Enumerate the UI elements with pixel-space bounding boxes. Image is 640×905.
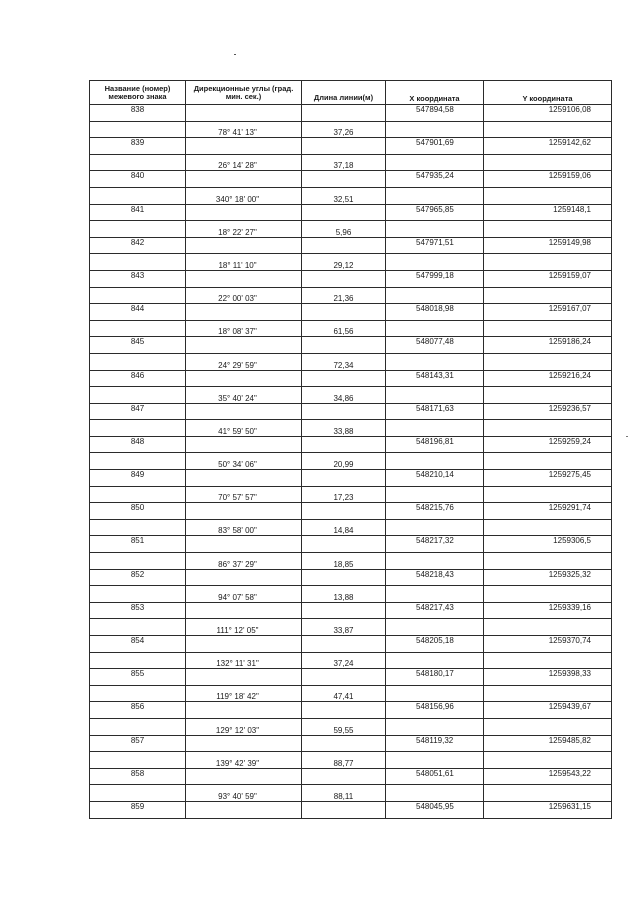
y-coordinate-cell (484, 254, 612, 271)
angle-cell (186, 304, 302, 321)
point-name-cell: 839 (90, 138, 186, 155)
x-coordinate-cell: 548119,32 (386, 735, 484, 752)
angle-cell (186, 204, 302, 221)
length-cell: 37,26 (302, 121, 386, 138)
length-cell: 37,24 (302, 652, 386, 669)
x-coordinate-cell (386, 353, 484, 370)
angle-cell-text: 83° 58' 00" (218, 526, 257, 536)
length-cell: 18,85 (302, 553, 386, 570)
x-coordinate-cell (386, 652, 484, 669)
angle-cell-text: 26° 14' 28" (218, 161, 257, 171)
table-row (90, 553, 612, 570)
length-cell (302, 270, 386, 287)
x-coordinate-cell: 548217,32 (386, 536, 484, 553)
point-name-cell: 852 (90, 569, 186, 586)
point-name-cell: 849 (90, 470, 186, 487)
point-name-cell: 847 (90, 403, 186, 420)
point-name-cell: 844 (90, 304, 186, 321)
point-name-cell (90, 221, 186, 238)
length-cell (302, 669, 386, 686)
y-coordinate-cell: 1259370,74 (484, 636, 612, 653)
point-name-cell (90, 519, 186, 536)
y-coordinate-cell: 1259167,07 (484, 304, 612, 321)
x-coordinate-cell (386, 320, 484, 337)
length-cell: 20,99 (302, 453, 386, 470)
y-coordinate-cell: 1259236,57 (484, 403, 612, 420)
y-coordinate-cell: 1259325,32 (484, 569, 612, 586)
x-coordinate-cell: 547971,51 (386, 237, 484, 254)
point-name-cell: 854 (90, 636, 186, 653)
length-cell: 37,18 (302, 154, 386, 171)
length-cell (302, 304, 386, 321)
point-name-cell (90, 320, 186, 337)
table-row (90, 503, 612, 520)
length-cell: 32,51 (302, 187, 386, 204)
y-coordinate-cell: 1259148,1 (484, 204, 612, 221)
angle-cell-text: 93° 40' 59" (218, 791, 257, 801)
angle-cell-text: 94° 07' 58" (218, 592, 257, 602)
x-coordinate-cell (386, 553, 484, 570)
angle-cell (186, 221, 302, 238)
angle-cell (186, 685, 302, 702)
y-coordinate-cell: 1259439,67 (484, 702, 612, 719)
length-cell (302, 337, 386, 354)
point-name-cell: 856 (90, 702, 186, 719)
length-cell (302, 204, 386, 221)
angle-cell-text: 111° 12' 05" (216, 626, 259, 635)
table-header-row (90, 81, 612, 105)
table-row (90, 171, 612, 188)
angle-cell (186, 785, 302, 802)
angle-cell-text: 129° 12' 03" (215, 725, 260, 735)
y-coordinate-cell (484, 353, 612, 370)
angle-cell (186, 237, 302, 254)
angle-cell-text: 70° 57' 57" (218, 493, 257, 503)
table-row (90, 105, 612, 122)
table-row (90, 353, 612, 370)
angle-cell-text: 18° 08' 37" (218, 327, 257, 337)
angle-cell (186, 652, 302, 669)
angle-cell (186, 138, 302, 155)
y-coordinate-cell (484, 553, 612, 570)
table-row (90, 121, 612, 138)
angle-cell-text: 24° 29' 59" (218, 360, 257, 370)
point-name-cell (90, 553, 186, 570)
angle-cell (186, 453, 302, 470)
boundary-coordinates-table (89, 80, 612, 819)
length-cell (302, 138, 386, 155)
angle-cell (186, 619, 302, 636)
x-coordinate-cell: 547965,85 (386, 204, 484, 221)
point-name-cell: 851 (90, 536, 186, 553)
y-coordinate-cell (484, 221, 612, 238)
x-coordinate-cell: 548077,48 (386, 337, 484, 354)
x-coordinate-cell (386, 254, 484, 271)
point-name-cell: 858 (90, 768, 186, 785)
length-cell: 13,88 (302, 586, 386, 603)
table-row (90, 254, 612, 271)
table-row (90, 237, 612, 254)
y-coordinate-cell (484, 320, 612, 337)
x-coordinate-cell (386, 785, 484, 802)
table-row (90, 536, 612, 553)
angle-cell (186, 353, 302, 370)
x-coordinate-cell: 547901,69 (386, 138, 484, 155)
table-row (90, 154, 612, 171)
length-cell: 17,23 (302, 486, 386, 503)
table-row (90, 436, 612, 453)
angle-cell (186, 436, 302, 453)
y-coordinate-cell: 1259398,33 (484, 669, 612, 686)
table-row (90, 387, 612, 404)
y-coordinate-cell (484, 154, 612, 171)
x-coordinate-cell: 548143,31 (386, 370, 484, 387)
x-coordinate-cell (386, 287, 484, 304)
y-coordinate-cell (484, 187, 612, 204)
y-coordinate-cell: 1259142,62 (484, 138, 612, 155)
table-row (90, 470, 612, 487)
y-coordinate-cell: 1259306,5 (484, 536, 612, 553)
x-coordinate-cell (386, 154, 484, 171)
length-cell: 47,41 (302, 685, 386, 702)
length-cell (302, 569, 386, 586)
length-cell: 61,56 (302, 320, 386, 337)
table-row (90, 586, 612, 603)
x-coordinate-cell: 548171,63 (386, 403, 484, 420)
length-cell: 21,36 (302, 287, 386, 304)
angle-cell-text: 22° 00' 03" (218, 294, 257, 304)
angle-cell (186, 171, 302, 188)
length-cell (302, 370, 386, 387)
length-cell (302, 503, 386, 520)
x-coordinate-cell: 548051,61 (386, 768, 484, 785)
point-name-cell (90, 486, 186, 503)
x-coordinate-cell (386, 121, 484, 138)
angle-cell (186, 270, 302, 287)
x-coordinate-cell: 547935,24 (386, 171, 484, 188)
point-name-cell: 838 (90, 105, 186, 122)
y-coordinate-cell (484, 685, 612, 702)
table-row (90, 403, 612, 420)
table-row (90, 287, 612, 304)
angle-cell-text: 18° 11' 10" (218, 260, 257, 270)
point-name-cell (90, 420, 186, 437)
x-coordinate-cell: 548217,43 (386, 602, 484, 619)
y-coordinate-cell: 1259106,08 (484, 105, 612, 122)
length-cell (302, 768, 386, 785)
angle-cell (186, 370, 302, 387)
length-cell: 33,87 (302, 619, 386, 636)
x-coordinate-cell (386, 752, 484, 769)
y-coordinate-cell (484, 453, 612, 470)
x-coordinate-cell (386, 486, 484, 503)
x-coordinate-cell: 547894,58 (386, 105, 484, 122)
length-cell (302, 702, 386, 719)
angle-cell (186, 553, 302, 570)
y-coordinate-cell: 1259149,98 (484, 237, 612, 254)
point-name-cell: 855 (90, 669, 186, 686)
y-coordinate-cell: 1259159,06 (484, 171, 612, 188)
point-name-cell (90, 652, 186, 669)
x-coordinate-cell (386, 519, 484, 536)
table-row (90, 486, 612, 503)
table-row (90, 320, 612, 337)
length-cell (302, 436, 386, 453)
length-cell: 88,77 (302, 752, 386, 769)
angle-cell (186, 254, 302, 271)
x-coordinate-cell: 548215,76 (386, 503, 484, 520)
angle-cell (186, 586, 302, 603)
y-coordinate-cell: 1259216,24 (484, 370, 612, 387)
point-name-cell (90, 453, 186, 470)
length-cell (302, 735, 386, 752)
y-coordinate-cell (484, 420, 612, 437)
length-cell: 29,12 (302, 254, 386, 271)
angle-cell (186, 602, 302, 619)
x-coordinate-cell (386, 685, 484, 702)
angle-cell-text: 139° 42' 39" (215, 758, 260, 768)
angle-cell (186, 387, 302, 404)
y-coordinate-cell (484, 619, 612, 636)
table-row (90, 221, 612, 238)
angle-cell (186, 503, 302, 520)
angle-cell (186, 320, 302, 337)
angle-cell (186, 154, 302, 171)
length-cell: 5,96 (302, 221, 386, 238)
table-row (90, 370, 612, 387)
point-name-cell: 859 (90, 801, 186, 818)
table-row (90, 735, 612, 752)
table-row (90, 453, 612, 470)
table-row (90, 685, 612, 702)
x-coordinate-cell (386, 586, 484, 603)
x-coordinate-cell (386, 619, 484, 636)
x-coordinate-cell: 548018,98 (386, 304, 484, 321)
y-coordinate-cell (484, 718, 612, 735)
point-name-cell: 848 (90, 436, 186, 453)
table-row (90, 204, 612, 221)
table-row (90, 619, 612, 636)
point-name-cell (90, 586, 186, 603)
point-name-cell (90, 387, 186, 404)
angle-cell-text: 132° 11' 31" (216, 659, 259, 669)
length-cell (302, 602, 386, 619)
point-name-cell (90, 685, 186, 702)
angle-cell (186, 636, 302, 653)
x-coordinate-cell: 547999,18 (386, 270, 484, 287)
angle-cell-text: 41° 59' 50" (218, 426, 257, 436)
point-name-cell (90, 287, 186, 304)
x-coordinate-cell: 548180,17 (386, 669, 484, 686)
table-row (90, 702, 612, 719)
angle-cell (186, 486, 302, 503)
angle-cell (186, 187, 302, 204)
point-name-cell: 840 (90, 171, 186, 188)
y-coordinate-cell: 1259259,24 (484, 436, 612, 453)
angle-cell (186, 121, 302, 138)
x-coordinate-cell: 548196,81 (386, 436, 484, 453)
table-row (90, 569, 612, 586)
table-row (90, 752, 612, 769)
point-name-cell (90, 187, 186, 204)
header-length: Длина линии(м) (302, 81, 386, 105)
point-name-cell: 842 (90, 237, 186, 254)
length-cell (302, 105, 386, 122)
angle-cell-text: 50° 34' 06" (218, 460, 257, 470)
y-coordinate-cell (484, 121, 612, 138)
angle-cell-text: 340° 18' 00" (215, 194, 260, 204)
scan-speck (626, 436, 628, 437)
angle-cell (186, 768, 302, 785)
angle-cell (186, 569, 302, 586)
table-row (90, 785, 612, 802)
angle-cell (186, 669, 302, 686)
y-coordinate-cell (484, 586, 612, 603)
point-name-cell: 853 (90, 602, 186, 619)
header-angle: Дирекционные углы (град. мин. сек.) (186, 81, 302, 105)
y-coordinate-cell: 1259291,74 (484, 503, 612, 520)
y-coordinate-cell: 1259485,82 (484, 735, 612, 752)
angle-cell (186, 752, 302, 769)
length-cell: 14,84 (302, 519, 386, 536)
angle-cell-text: 78° 41' 13" (218, 128, 257, 138)
angle-cell (186, 801, 302, 818)
angle-cell-text: 86° 37' 29" (218, 559, 257, 569)
point-name-cell (90, 121, 186, 138)
point-name-cell (90, 619, 186, 636)
angle-cell-text: 18° 22' 27" (218, 227, 257, 237)
point-name-cell (90, 718, 186, 735)
length-cell: 72,34 (302, 353, 386, 370)
angle-cell (186, 287, 302, 304)
x-coordinate-cell (386, 187, 484, 204)
y-coordinate-cell: 1259631,15 (484, 801, 612, 818)
point-name-cell (90, 254, 186, 271)
table-row (90, 669, 612, 686)
angle-cell-text: 35° 40' 24" (218, 393, 257, 403)
angle-cell (186, 536, 302, 553)
header-x: X координата (386, 81, 484, 105)
table-row (90, 602, 612, 619)
angle-cell (186, 420, 302, 437)
table-row (90, 420, 612, 437)
angle-cell (186, 735, 302, 752)
y-coordinate-cell (484, 519, 612, 536)
x-coordinate-cell: 548205,18 (386, 636, 484, 653)
point-name-cell: 850 (90, 503, 186, 520)
header-y: Y координата (484, 81, 612, 105)
point-name-cell (90, 752, 186, 769)
table-row (90, 187, 612, 204)
y-coordinate-cell (484, 785, 612, 802)
point-name-cell (90, 353, 186, 370)
x-coordinate-cell: 548045,95 (386, 801, 484, 818)
table-row (90, 138, 612, 155)
length-cell: 33,88 (302, 420, 386, 437)
table-row (90, 636, 612, 653)
angle-cell (186, 519, 302, 536)
length-cell (302, 237, 386, 254)
angle-cell (186, 337, 302, 354)
x-coordinate-cell (386, 221, 484, 238)
point-name-cell: 841 (90, 204, 186, 221)
length-cell (302, 470, 386, 487)
point-name-cell: 845 (90, 337, 186, 354)
point-name-cell: 843 (90, 270, 186, 287)
y-coordinate-cell: 1259339,16 (484, 602, 612, 619)
angle-cell (186, 702, 302, 719)
length-cell: 34,86 (302, 387, 386, 404)
y-coordinate-cell: 1259159,07 (484, 270, 612, 287)
x-coordinate-cell: 548210,14 (386, 470, 484, 487)
length-cell (302, 636, 386, 653)
angle-cell (186, 718, 302, 735)
y-coordinate-cell (484, 752, 612, 769)
y-coordinate-cell (484, 486, 612, 503)
point-name-cell (90, 785, 186, 802)
angle-cell-text: 119° 18' 42" (216, 692, 259, 702)
point-name-cell: 846 (90, 370, 186, 387)
x-coordinate-cell: 548218,43 (386, 569, 484, 586)
length-cell (302, 171, 386, 188)
y-coordinate-cell (484, 652, 612, 669)
length-cell (302, 403, 386, 420)
scan-speck (234, 54, 236, 55)
x-coordinate-cell: 548156,96 (386, 702, 484, 719)
point-name-cell: 857 (90, 735, 186, 752)
header-name: Название (номер) межевого знака (90, 81, 186, 105)
angle-cell (186, 470, 302, 487)
table-row (90, 801, 612, 818)
table-row (90, 519, 612, 536)
y-coordinate-cell: 1259275,45 (484, 470, 612, 487)
x-coordinate-cell (386, 718, 484, 735)
length-cell: 88,11 (302, 785, 386, 802)
table-row (90, 768, 612, 785)
table-row (90, 337, 612, 354)
angle-cell (186, 105, 302, 122)
point-name-cell (90, 154, 186, 171)
y-coordinate-cell: 1259543,22 (484, 768, 612, 785)
y-coordinate-cell (484, 287, 612, 304)
length-cell (302, 536, 386, 553)
table-row (90, 652, 612, 669)
angle-cell (186, 403, 302, 420)
y-coordinate-cell (484, 387, 612, 404)
x-coordinate-cell (386, 453, 484, 470)
table-row (90, 270, 612, 287)
length-cell: 59,55 (302, 718, 386, 735)
y-coordinate-cell: 1259186,24 (484, 337, 612, 354)
x-coordinate-cell (386, 420, 484, 437)
length-cell (302, 801, 386, 818)
x-coordinate-cell (386, 387, 484, 404)
table-row (90, 718, 612, 735)
table-row (90, 304, 612, 321)
